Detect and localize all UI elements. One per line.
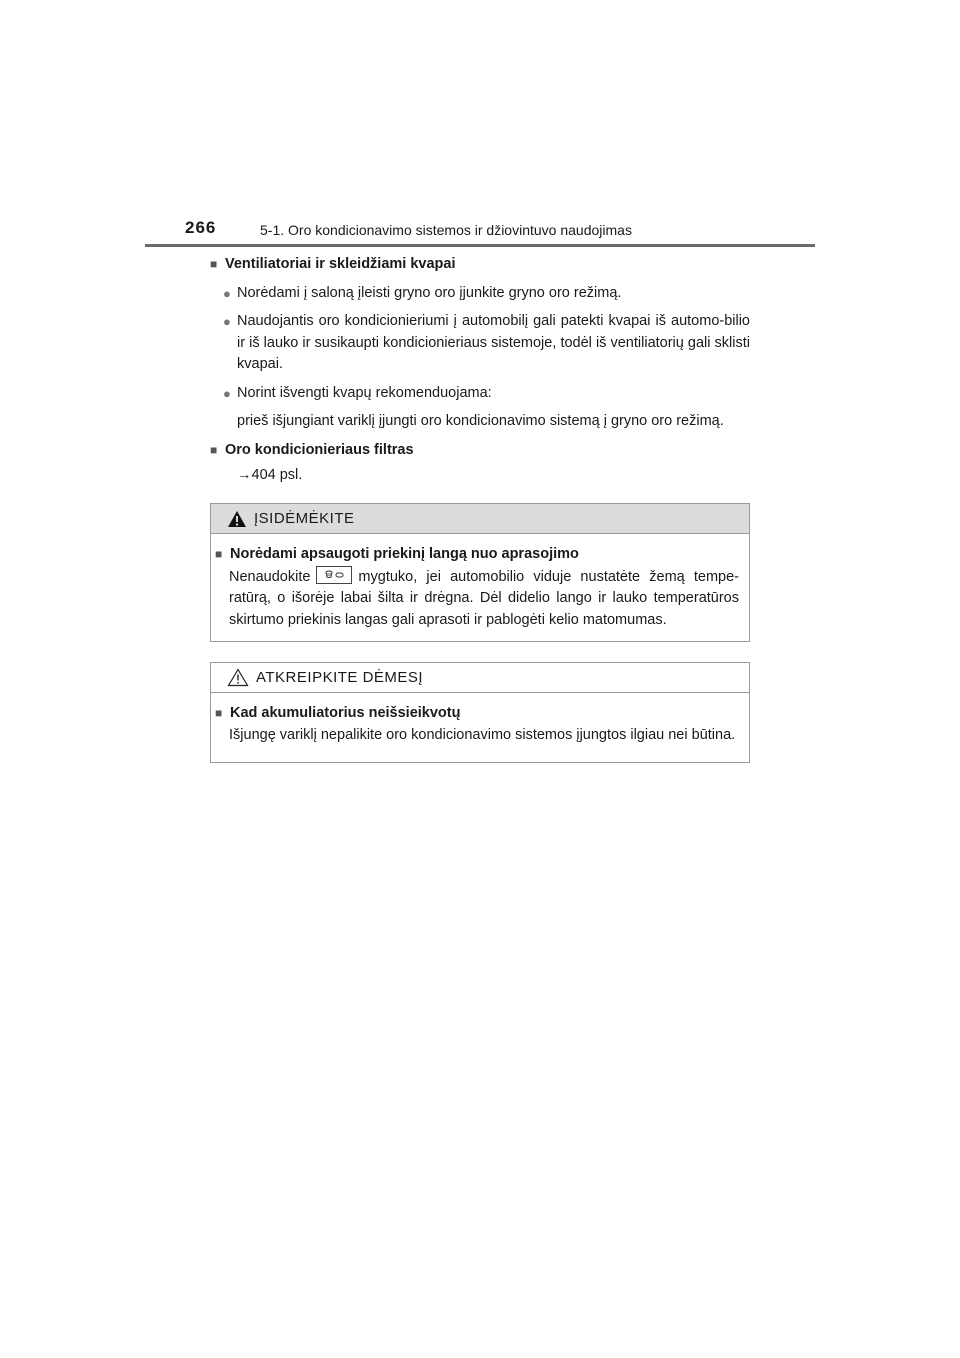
- section-title: 5-1. Oro kondicionavimo sistemos ir džiovintuvo naudojimas: [260, 222, 632, 238]
- list-item-text: Naudojantis oro kondicionieriumi į automobilį gali patekti kvapai iš automo-bilio ir iš lauko ir susikaupti kondicionieriaus sistemoje, todėl iš ventiliatorių gali sklisti kvapai.: [237, 313, 750, 372]
- header-divider: [145, 244, 815, 247]
- section-heading-filter: [210, 440, 750, 462]
- caution-title: ĮSIDĖMĖKITE: [254, 509, 355, 527]
- list-item: [210, 383, 750, 405]
- caution-box-body: [211, 534, 749, 641]
- round-bullet-icon: ●: [223, 385, 231, 401]
- page-number: 266: [185, 218, 217, 237]
- round-bullet-icon: ●: [223, 285, 231, 301]
- square-bullet-icon: ■: [210, 442, 218, 457]
- notice-box-header: [211, 663, 749, 693]
- page-reference-link[interactable]: →404 psl.: [237, 467, 303, 483]
- notice-icon: [227, 668, 249, 687]
- list-item-text: Norint išvengti kvapų rekomenduojama:: [237, 384, 492, 401]
- list-item: [210, 283, 750, 305]
- caution-text: [215, 566, 739, 632]
- notice-box: [210, 662, 750, 763]
- page-header: [0, 0, 960, 250]
- caution-box-header: [211, 504, 749, 534]
- warning-icon: [227, 510, 247, 528]
- main-content: [210, 254, 750, 487]
- recommendation-text: prieš išjungiant variklį įjungti oro kondicionavimo sistemą į gryno oro režimą.: [237, 413, 724, 429]
- round-bullet-icon: ●: [223, 314, 231, 329]
- square-bullet-icon: ■: [215, 706, 223, 720]
- caution-text-after: mygtuko, jei automobilio viduje nustatėte žemą tempe-ratūrą, o išorėje labai šilta ir drėgna. Dėl didelio lango ir lauko temperatūros skirtumo priekinis langas gali aprasoti ir pablogėti kelio matomumas.: [229, 568, 739, 628]
- notice-text: Išjungę variklį nepalikite oro kondicionavimo sistemos įjungtos ilgiau nei būtina.: [229, 726, 736, 743]
- heading-text: Ventiliatoriai ir skleidžiami kvapai: [225, 256, 456, 272]
- caution-heading: [215, 544, 739, 566]
- heading-text: Kad akumuliatorius neišsieikvotų: [230, 705, 461, 721]
- list-item: [210, 311, 750, 376]
- section-heading-ventilation: [210, 254, 750, 276]
- square-bullet-icon: ■: [210, 257, 218, 271]
- heading-text: Norėdami apsaugoti priekinį langą nuo aprasojimo: [230, 546, 579, 562]
- caution-box: [210, 503, 750, 642]
- square-bullet-icon: ■: [215, 547, 223, 561]
- caution-text-before: Nenaudokite: [229, 568, 311, 585]
- notice-box-body: [211, 693, 749, 762]
- heading-text: Oro kondicionieriaus filtras: [225, 441, 414, 458]
- notice-heading: [215, 703, 739, 725]
- notice-title: ATKREIPKITE DĖMESĮ: [256, 668, 424, 686]
- list-item-text: Norėdami į saloną įleisti gryno oro įjunkite gryno oro režimą.: [237, 284, 622, 301]
- windshield-defrost-icon: [316, 566, 352, 584]
